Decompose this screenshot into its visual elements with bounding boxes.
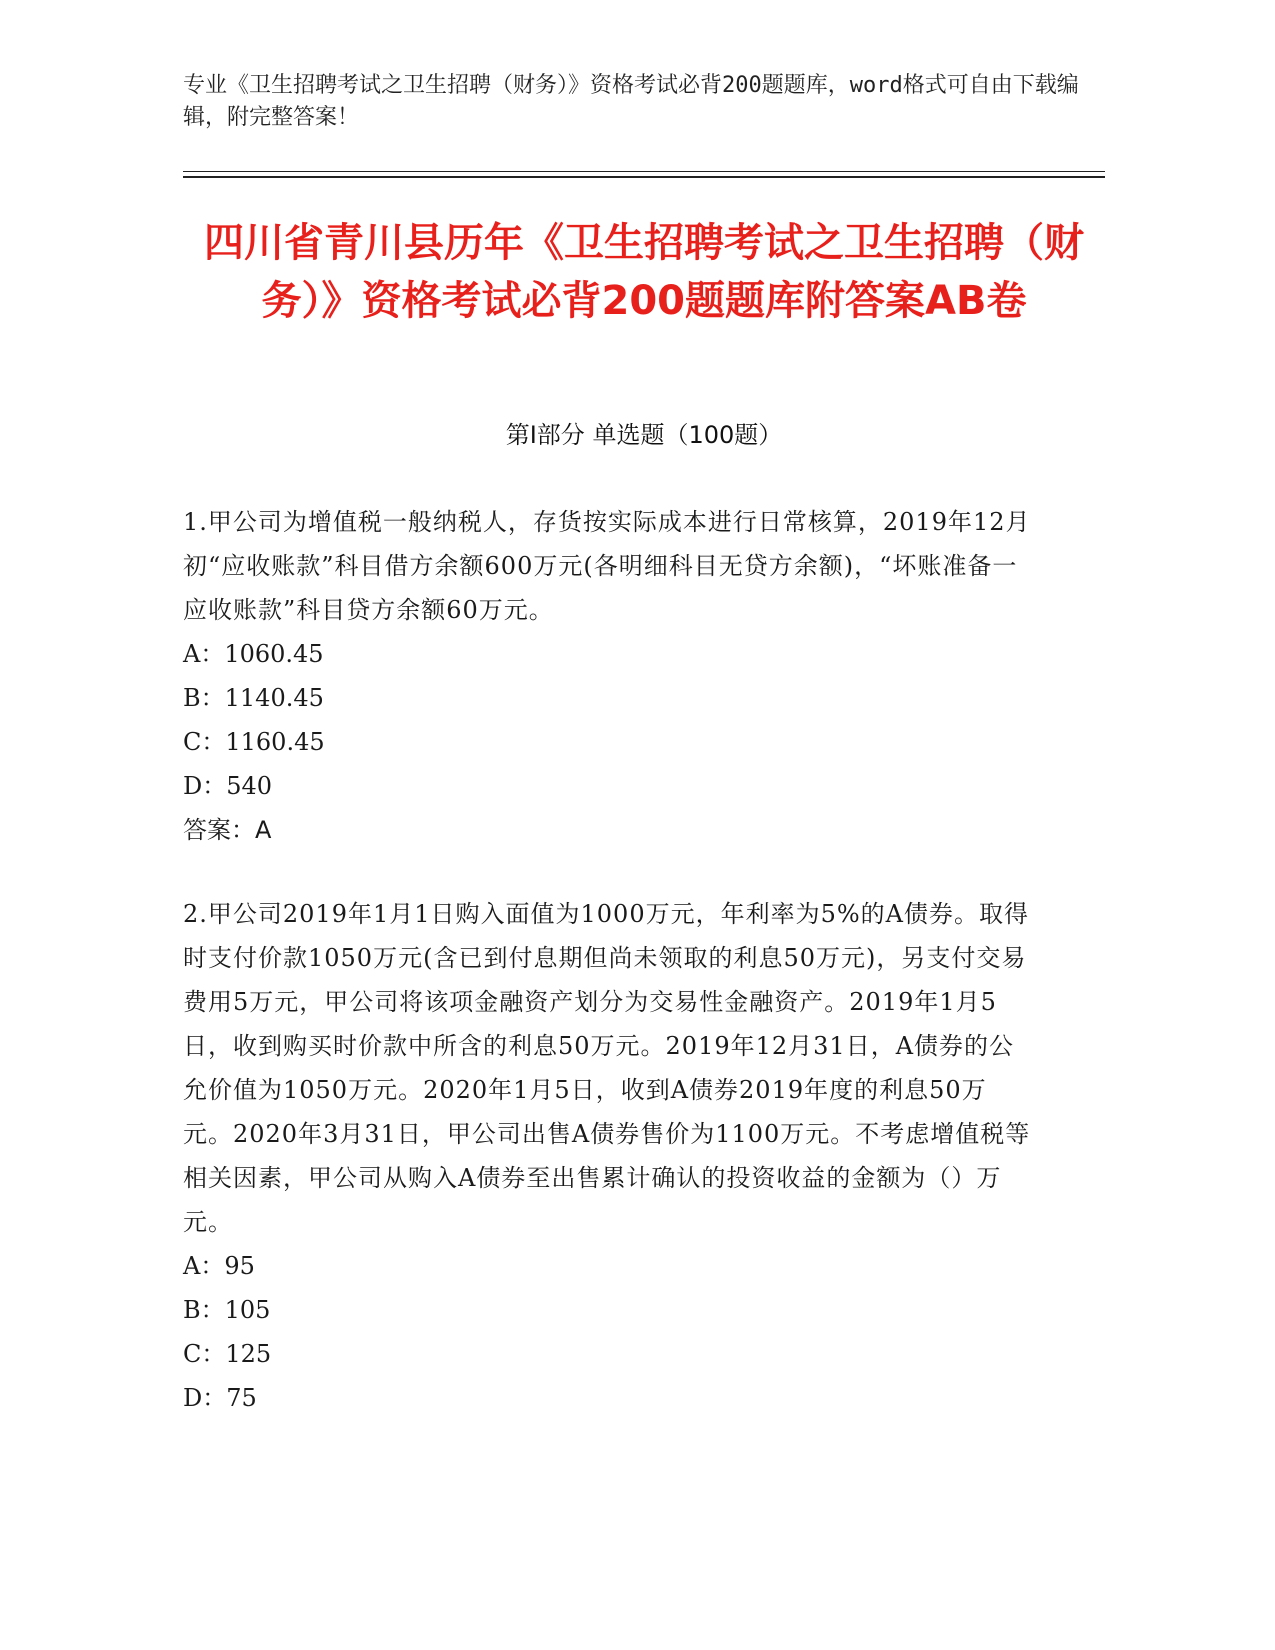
option-a: A：1060.45 — [183, 640, 324, 668]
option-d: D：540 — [183, 772, 273, 800]
header-note: 专业《卫生招聘考试之卫生招聘（财务）》资格考试必背200题题库，word格式可自由下载编辑，附完整答案！ — [183, 73, 1079, 130]
option-d: D：75 — [183, 1384, 257, 1412]
option-c: C：125 — [183, 1340, 272, 1368]
option-a: A：95 — [183, 1252, 255, 1280]
question-stem: 1.甲公司为增值税一般纳税人，存货按实际成本进行日常核算，2019年12月初“应收账款”科目借方余额600万元(各明细科目无贷方余额)，“坏账准备一应收账款”科目贷方余额60万元。 — [183, 508, 1031, 624]
question-stem: 2.甲公司2019年1月1日购入面值为1000万元，年利率为5%的A债券。取得时支付价款1050万元(含已到付息期但尚未领取的利息50万元)，另支付交易费用5万元，甲公司将该项金融资产划分为交易性金融资产。2019年1月5日，收到购买时价款中所含的利息50万元。2019年12月31日，A债券的公允价值为1050万元。2020年1月5日，收到A债券2019年度的利息50万元。2020年3月31日，甲公司出售A债券售价为1100万元。不考虑增值税等相关因素，甲公司从购入A债券至出售累计确认的投资收益的金额为（）万元。 — [183, 900, 1031, 1236]
option-b: B：105 — [183, 1296, 271, 1324]
option-b: B：1140.45 — [183, 684, 324, 712]
header-divider-thin — [183, 171, 1105, 172]
document-title: 四川省青川县历年《卫生招聘考试之卫生招聘（财务）》资格考试必背200题题库附答案AB卷 — [204, 220, 1084, 324]
option-c: C：1160.45 — [183, 728, 325, 756]
question-2 — [183, 892, 1033, 1420]
section-heading: 第Ⅰ部分 单选题（100题） — [505, 421, 783, 449]
question-1 — [183, 500, 1033, 852]
header-divider-thick — [183, 176, 1105, 178]
answer: 答案：A — [183, 816, 272, 844]
